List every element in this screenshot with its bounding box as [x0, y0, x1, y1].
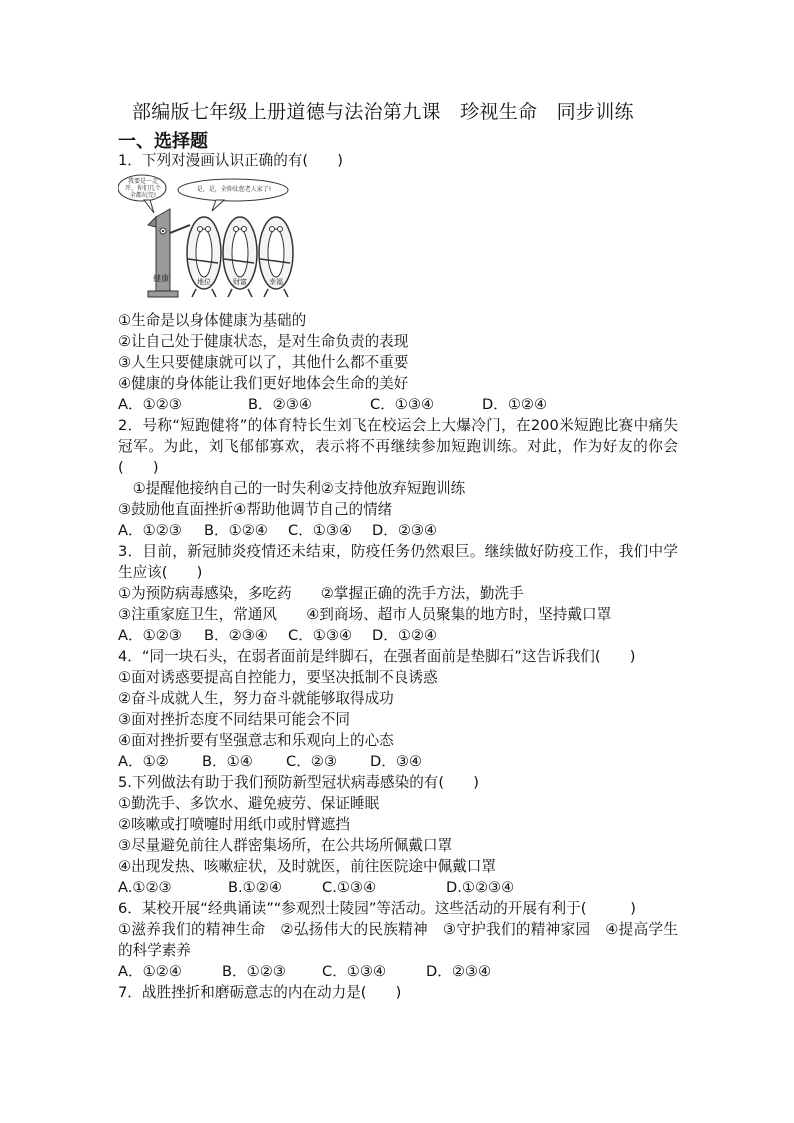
option-a: A．①②③ — [118, 627, 182, 644]
option-d: D．②③④ — [426, 963, 492, 980]
question-6-options — [118, 961, 678, 982]
cartoon-label-health: 健康 — [153, 274, 169, 283]
option-b: B．②③④ — [204, 627, 268, 644]
question-5-item: ①勤洗手、多饮水、避免疲劳、保证睡眠 — [118, 795, 380, 812]
question-3-stem: 3．目前，新冠肺炎疫情还未结束，防疫任务仍然艰巨。继续做好防疫工作，我们中学生应该( ) — [118, 543, 678, 581]
option-b: B．①②④ — [204, 522, 268, 539]
option-b: B．①④ — [202, 753, 253, 770]
cartoon-bubble-right: 是，是，全仰仗您老人家了! — [196, 186, 272, 193]
question-5-stem: 5.下列做法有助于我们预防新型冠状病毒感染的有( ) — [118, 774, 479, 791]
question-list — [118, 150, 678, 1003]
question-5-item: ③尽量避免前往人群密集场所，在公共场所佩戴口罩 — [118, 837, 453, 854]
option-d: D．③④ — [370, 753, 422, 770]
page-title: 部编版七年级上册道德与法治第九课 珍视生命 同步训练 — [132, 101, 634, 123]
question-7-stem: 7．战胜挫折和磨砺意志的内在动力是( ) — [118, 984, 402, 1001]
question-3-item: ①为预防病毒感染，多吃药 ②掌握正确的洗手方法，勤洗手 — [118, 585, 524, 602]
option-c: C．①③④ — [370, 396, 435, 413]
question-5-options — [118, 877, 678, 898]
question-2-item: ①提醒他接纳自己的一时失利②支持他放弃短跑训练 — [118, 480, 466, 497]
question-4-item: ④面对挫折要有坚强意志和乐观向上的心态 — [118, 732, 394, 749]
question-3-item: ③注重家庭卫生，常通风 ④到商场、超市人员聚集的地方时，坚持戴口罩 — [118, 606, 612, 623]
option-a: A.①②③ — [118, 879, 172, 896]
option-c: C.①③④ — [322, 879, 377, 896]
option-d: D．②③④ — [372, 522, 438, 539]
question-1-item: ③人生只要健康就可以了，其他什么都不重要 — [118, 354, 409, 371]
question-4-item: ②奋斗成就人生，努力奋斗就能够取得成功 — [118, 690, 394, 707]
option-c: C．①③④ — [288, 627, 353, 644]
option-d: D．①②④ — [372, 627, 438, 644]
option-c: C．①③④ — [322, 963, 387, 980]
question-1-item: ②让自己处于健康状态，是对生命负责的表现 — [118, 333, 409, 350]
cartoon-bubble-left: 我要是一走开，你们几个全都玩完! — [124, 178, 161, 199]
question-1-item: ①生命是以身体健康为基础的 — [118, 312, 307, 329]
cartoon-label-happiness: 幸福 — [269, 278, 283, 286]
option-b: B．②③④ — [248, 396, 312, 413]
cartoon-label-wealth: 财富 — [233, 278, 247, 286]
option-c: C．①③④ — [288, 522, 353, 539]
question-3-options — [118, 625, 678, 646]
question-2-stem: 2．号称“短跑健将”的体育特长生刘飞在校运会上大爆冷门，在200米短跑比赛中痛失冠军。为此，刘飞郁郁寡欢，表示将不再继续参加短跑训练。对此，作为好友的你会( ) — [118, 417, 678, 476]
question-4-options — [118, 751, 678, 772]
option-b: B.①②④ — [228, 879, 282, 896]
section-heading: 一、选择题 — [118, 131, 208, 152]
question-1-item: ④健康的身体能让我们更好地体会生命的美好 — [118, 375, 409, 392]
cartoon-label-status: 地位 — [197, 278, 211, 286]
question-2-item: ③鼓励他直面挫折④帮助他调节自己的情绪 — [118, 501, 393, 518]
cartoon-illustration — [118, 173, 303, 307]
question-4-stem: 4．“同一块石头，在弱者面前是绊脚石，在强者面前是垫脚石”这告诉我们( ) — [118, 648, 636, 665]
option-d: D．①②④ — [482, 396, 548, 413]
option-a: A．①②③ — [118, 522, 182, 539]
question-2-options — [118, 520, 678, 541]
option-a: A．①② — [118, 753, 169, 770]
question-1-options — [118, 394, 678, 415]
option-a: A．①②④ — [118, 963, 182, 980]
option-b: B．①②③ — [222, 963, 286, 980]
question-4-item: ③面对挫折态度不同结果可能会不同 — [118, 711, 350, 728]
option-d: D.①②③④ — [446, 879, 515, 896]
option-a: A．①②③ — [118, 396, 182, 413]
question-5-item: ②咳嗽或打喷嚏时用纸巾或肘臂遮挡 — [118, 816, 350, 833]
question-4-item: ①面对诱惑要提高自控能力，要坚决抵制不良诱惑 — [118, 669, 438, 686]
question-6-item: ①滋养我们的精神生命 ②弘扬伟大的民族精神 ③守护我们的精神家园 ④提高学生的科学素养 — [118, 921, 678, 959]
question-5-item: ④出现发热、咳嗽症状，及时就医，前往医院途中佩戴口罩 — [118, 858, 496, 875]
question-6-stem: 6．某校开展“经典诵读”“参观烈士陵园”等活动。这些活动的开展有利于( ) — [118, 900, 636, 917]
option-c: C．②③ — [286, 753, 337, 770]
question-1-stem: 1．下列对漫画认识正确的有( ) — [118, 152, 343, 169]
